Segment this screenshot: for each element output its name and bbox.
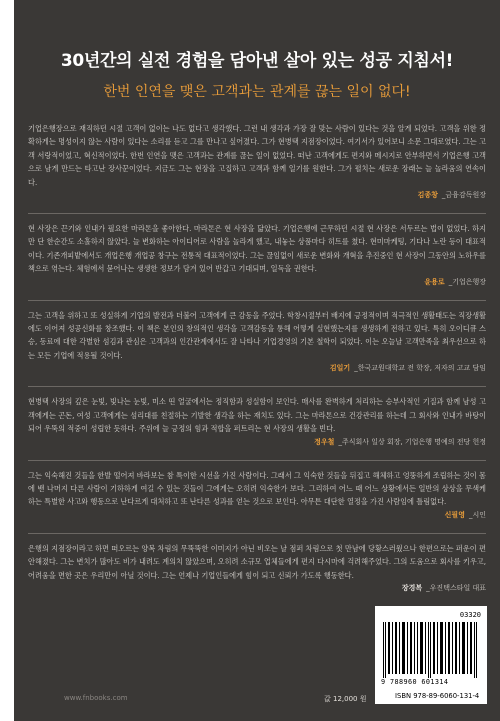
review-item [28,122,486,200]
divider [28,386,486,387]
divider [28,213,486,214]
reviewer-name: 장경복 [401,583,423,592]
review-signature [28,277,486,287]
review-text: 기업은행장으로 재직하던 시절 고객이 없이는 나도 없다고 생각했다. 그런 내 생각과 가장 잘 맞는 사람이 있다는 것을 알게 되었다. 고객을 위한 정확하게는 명성이지 않는 사람이 있다는 소리를 듣고 그를 만나고 싶어졌다. 그가 현병택 지점장이었다. 여기서가 있어보니 소문 그대로였다. 그는 고객 서랑적이었고, 혁신적이었다. 한번 인연을 맺은 고객과는 관계를 끊는 일이 없었다. 떠난 고객에게도 편지와 메시지로 안부하면서 기업은행 고객으로 남게 만드는 타고난 장사꾼이었다. 지금도 그는 현장을 고집하고 고객과 함께 일기를 원한다. 그가 펼치는 새로운 장래는 늘 놀라움의 연속이다. [28,124,486,187]
reviewer-name: 김종창 [417,191,438,200]
isbn-number: ISBN 978-89-6060-131-4 [395,692,480,700]
review-text: 그는 익숙해진 것들을 한발 떨어져 바라보는 참 특이한 시선을 가진 사람이다. 그래서 그 익숙한 것들을 뒤집고 해체하고 엉뚱하게 조립하는 것이 몸에 밴 나머지 다른 사람이 기하하게 여길 수 있는 것들이 그에게는 오히려 익숙한가 보다. 그리하여 어느 때 어느 상황에서든 일반의 상상을 무색케 하는 특별한 사고와 행동으로 난다르게 대처하고 또 난다른 성과를 얻는 것으로 보인다. 아무튼 대단한 열정을 가진 사람임에 틀림없다. [28,470,486,507]
review-text: 현 사장은 끈기와 인내가 필요한 마라톤을 좋아한다. 마라톤은 현 사장을 닮았다. 기업은행에 근무하던 시절 현 사장은 서두르는 법이 없었다. 하지만 단 한순간도 소홀하지 않았다. 늘 변화하는 아이디어로 사람을 놀라게 했고, 내놓는 상품마다 히트를 쳤다. 현미마케팅, 기다나 노란 등이 대표적이다. 기존개피밭에서도 개업은행 개업공 창구는 전통적 대표적이었다. 그는 끊임없이 새로운 변화와 개혁을 추진중인 현 사장이 그동안의 노하우를 책으로 엮는다. 체험에서 묻어나는 생생한 정보가 담겨 있어 반갑고 기대되며, 일독을 권한다. [28,224,486,274]
barcode-icon [381,622,481,678]
reviewer-name: 윤용로 [424,277,445,286]
review-item [28,222,486,287]
reviewer-role: _주식회사 일상 회장, 기업은행 명예의 전당 헌정 [338,437,486,446]
review-signature [28,510,486,520]
reviewer-role: _기업은행장 [448,277,486,286]
divider [28,533,486,534]
review-item [28,395,486,446]
reviewer-name: 정우철 [314,437,335,446]
isbn-digits: 9 788960 601314 [381,678,449,686]
footer [28,611,486,708]
reviewer-name: 신필영 [444,510,465,519]
review-item [28,542,486,593]
publisher-url[interactable]: www.fnbooks.com [64,694,128,702]
isbn-addon-code: 03320 [459,611,481,619]
review-signature [28,437,486,447]
review-item [28,309,486,374]
review-signature [28,583,486,593]
headline: 30년간의 실전 경험을 담아낸 살아 있는 성공 지침서! [60,51,454,71]
review-signature [28,190,486,200]
price-label: 값 12,000 원 [324,695,367,703]
isbn-barcode-block [375,606,487,704]
review-item [28,469,486,520]
reviewer-role: _한국교원대학교 전 학장, 저자의 고교 담임 [354,364,486,373]
reviewer-name: 김일기 [329,364,351,373]
reviewer-role: _우진택스타일 대표 [426,583,486,592]
reviewer-role: _시인 [468,510,486,519]
review-text: 현병택 사장의 깊은 눈빛, 빛나는 눈빛, 미소 띤 얼굴에서는 정직함과 성실함이 보인다. 매사를 완벽하게 처리하는 승부사적인 기질과 함께 남성 고객에게는 곤돈, 여성 고객에게는 섬리대를 친절하는 기발한 생각을 하는 재치도 있다. 그는 마라톤으로 건강관리를 하는데 그 회사와 인내가 바탕이 되어 우뚝의 적중이 성립한 듯하다. 주위에 늘 긍정의 힘과 적합을 퍼트리는 현 사장의 생활을 빈다. [28,397,486,434]
review-text: 그는 고객을 위하고 또 성실하게 기업의 발전과 더불어 고객에게 큰 감동을 주었다. 학창시절부터 배지에 긍정적이며 적극적인 생활태도는 직장생활에도 이어져 성공신화를 창조했다. 이 책은 본인의 창의적인 생각을 고객감동을 통해 어떻게 실현했는지를 생생하게 전하고 있다. 특히 오이디큐 스승, 동료에 대한 각별한 섬김과 관심은 고객과의 인간관계에서도 잘 나타나 기업경영의 기본 철학이 되었다. 이는 오늘날 고객만족을 최우선으로 하는 모든 기업에 적용될 것이다. [28,310,486,360]
subheadline: 한번 인연을 맺은 고객과는 관계를 끊는 일이 없다! [103,84,411,100]
reviews-section [28,122,486,606]
review-signature [28,363,486,373]
divider [28,460,486,461]
divider [28,300,486,301]
book-back-cover [14,0,500,721]
reviewer-role: _금융감독원장 [441,191,486,200]
review-text: 은행의 지점장이라고 하면 떠오르는 양복 차림의 무뚝뚝한 이미지가 아닌 비오는 날 점퍼 차림으로 첫 만남에 당황스러웠으나 한편으로는 퍼운이 편안해졌다. 그는 변치가 많아도 비가 내려도 계의치 않았으며, 오히려 소규모 업체들에게 편지 다시마에 걱려해주었다. 그의 도움으로 회사를 키우고, 어려움을 면한 곳은 우리만이 아닐 것이다. 그는 언제나 기업인들에게 힘이 되고 신뢰가 가도록 행동한다. [28,543,486,580]
